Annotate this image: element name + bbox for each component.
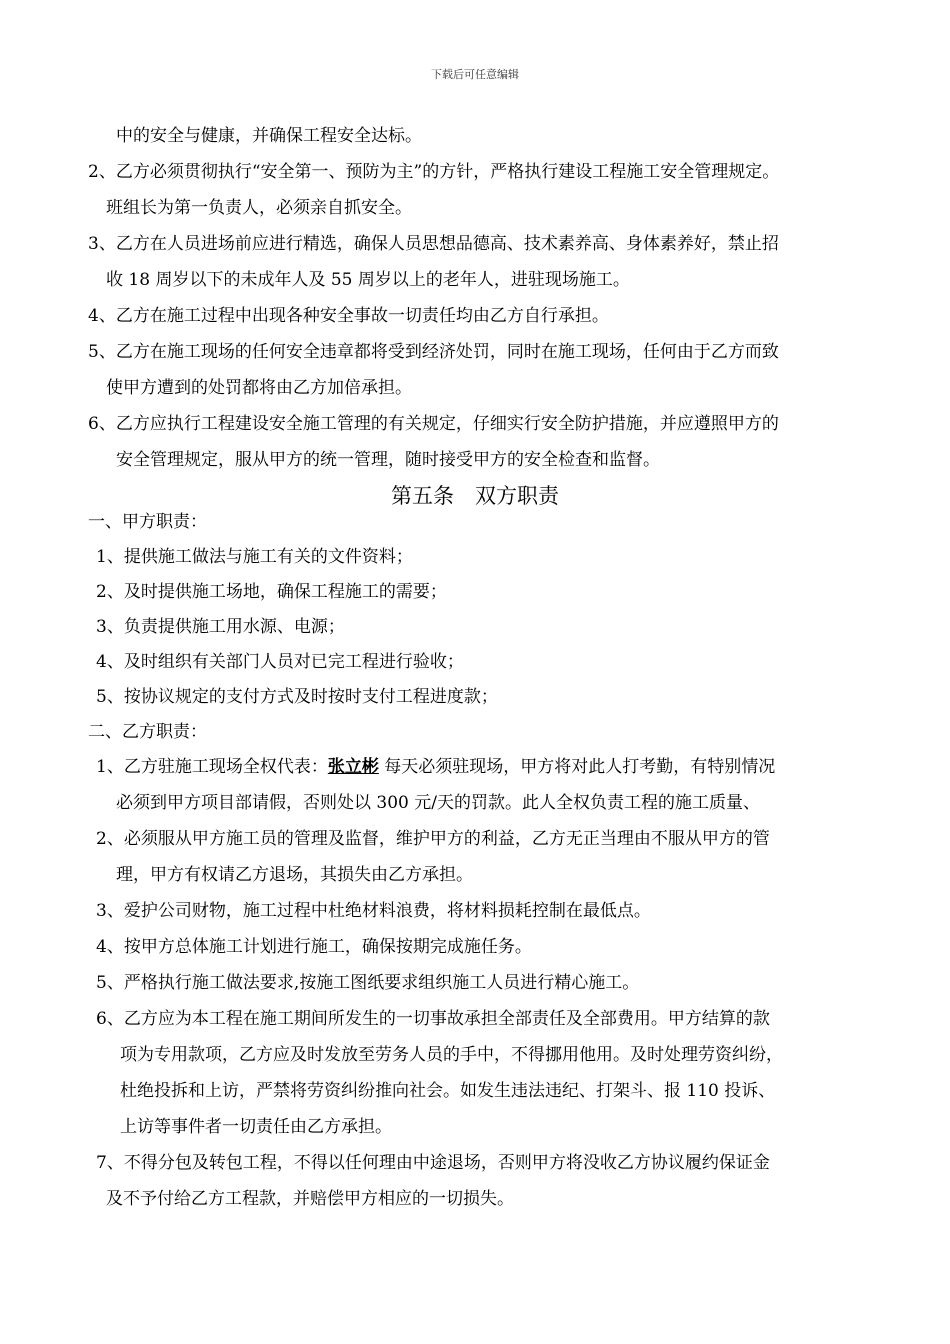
text-line: 4、按甲方总体施工计划进行施工，确保按期完成施任务。 — [96, 937, 532, 957]
text-line: 3、乙方在人员进场前应进行精选，确保人员思想品德高、技术素养高、身体素养好，禁止招 — [88, 234, 779, 254]
text-line: 理，甲方有权请乙方退场，其损失由乙方承担。 — [116, 865, 473, 885]
party-b-item-1-prefix: 1、乙方驻施工现场全权代表： — [96, 757, 328, 777]
text-line: 杜绝投拆和上访，严禁将劳资纠纷推向社会。如发生违法违纪、打架斗、报 110 投诉、 — [120, 1081, 776, 1101]
text-line: 5、乙方在施工现场的任何安全违章都将受到经济处罚，同时在施工现场，任何由于乙方而致 — [88, 342, 779, 362]
text-line: 2、乙方必须贯彻执行“安全第一、预防为主”的方针，严格执行建设工程施工安全管理规定。 — [88, 162, 780, 182]
text-line: 5、严格执行施工做法要求,按施工图纸要求组织施工人员进行精心施工。 — [96, 973, 640, 993]
party-a-item: 4、及时组织有关部门人员对已完工程进行验收； — [96, 652, 464, 672]
text-line: 收 18 周岁以下的未成年人及 55 周岁以上的老年人，进驻现场施工。 — [106, 270, 630, 290]
text-line: 6、乙方应执行工程建设安全施工管理的有关规定，仔细实行安全防护措施，并应遵照甲方的 — [88, 414, 779, 434]
text-line: 3、爱护公司财物，施工过程中杜绝材料浪费，将材料损耗控制在最低点。 — [96, 901, 651, 921]
text-line: 4、乙方在施工过程中出现各种安全事故一切责任均由乙方自行承担。 — [88, 306, 609, 326]
party-a-item: 2、及时提供施工场地，确保工程施工的需要； — [96, 582, 447, 602]
text-line: 使甲方遭到的处罚都将由乙方加倍承担。 — [106, 378, 412, 398]
section-title: 第五条 双方职责 — [391, 484, 559, 508]
party-a-item: 3、负责提供施工用水源、电源； — [96, 617, 345, 637]
text-line: 中的安全与健康，并确保工程安全达标。 — [116, 126, 422, 146]
text-line: 2、必须服从甲方施工员的管理及监督，维护甲方的利益，乙方无正当理由不服从甲方的管 — [96, 829, 770, 849]
text-line: 及不予付给乙方工程款，并赔偿甲方相应的一切损失。 — [106, 1189, 514, 1209]
text-line: 6、乙方应为本工程在施工期间所发生的一切事故承担全部责任及全部费用。甲方结算的款 — [96, 1009, 770, 1029]
representative-name: 张立彬 — [327, 757, 379, 777]
party-b-heading: 二、乙方职责： — [88, 722, 207, 742]
text-line: 上访等事件者一切责任由乙方承担。 — [120, 1117, 392, 1137]
party-a-item: 1、提供施工做法与施工有关的文件资料； — [96, 547, 413, 567]
text-line: 项为专用款项，乙方应及时发放至劳务人员的手中，不得挪用他用。及时处理劳资纠纷， — [120, 1045, 783, 1065]
party-b-item-1 — [96, 755, 775, 779]
text-line: 必须到甲方项目部请假，否则处以 300 元/天的罚款。此人全权负责工程的施工质量、 — [116, 793, 760, 813]
page-header: 下载后可任意编辑 — [431, 68, 519, 81]
text-line: 安全管理规定，服从甲方的统一管理，随时接受甲方的安全检查和监督。 — [116, 450, 660, 470]
party-b-item-1-suffix: 每天必须驻现场，甲方将对此人打考勤，有特别情况 — [378, 757, 776, 777]
text-line: 7、不得分包及转包工程，不得以任何理由中途退场，否则甲方将没收乙方协议履约保证金 — [96, 1153, 770, 1173]
party-a-item: 5、按协议规定的支付方式及时按时支付工程进度款； — [96, 687, 498, 707]
text-line: 班组长为第一负责人，必须亲自抓安全。 — [106, 198, 412, 218]
party-a-heading: 一、甲方职责： — [88, 512, 207, 532]
